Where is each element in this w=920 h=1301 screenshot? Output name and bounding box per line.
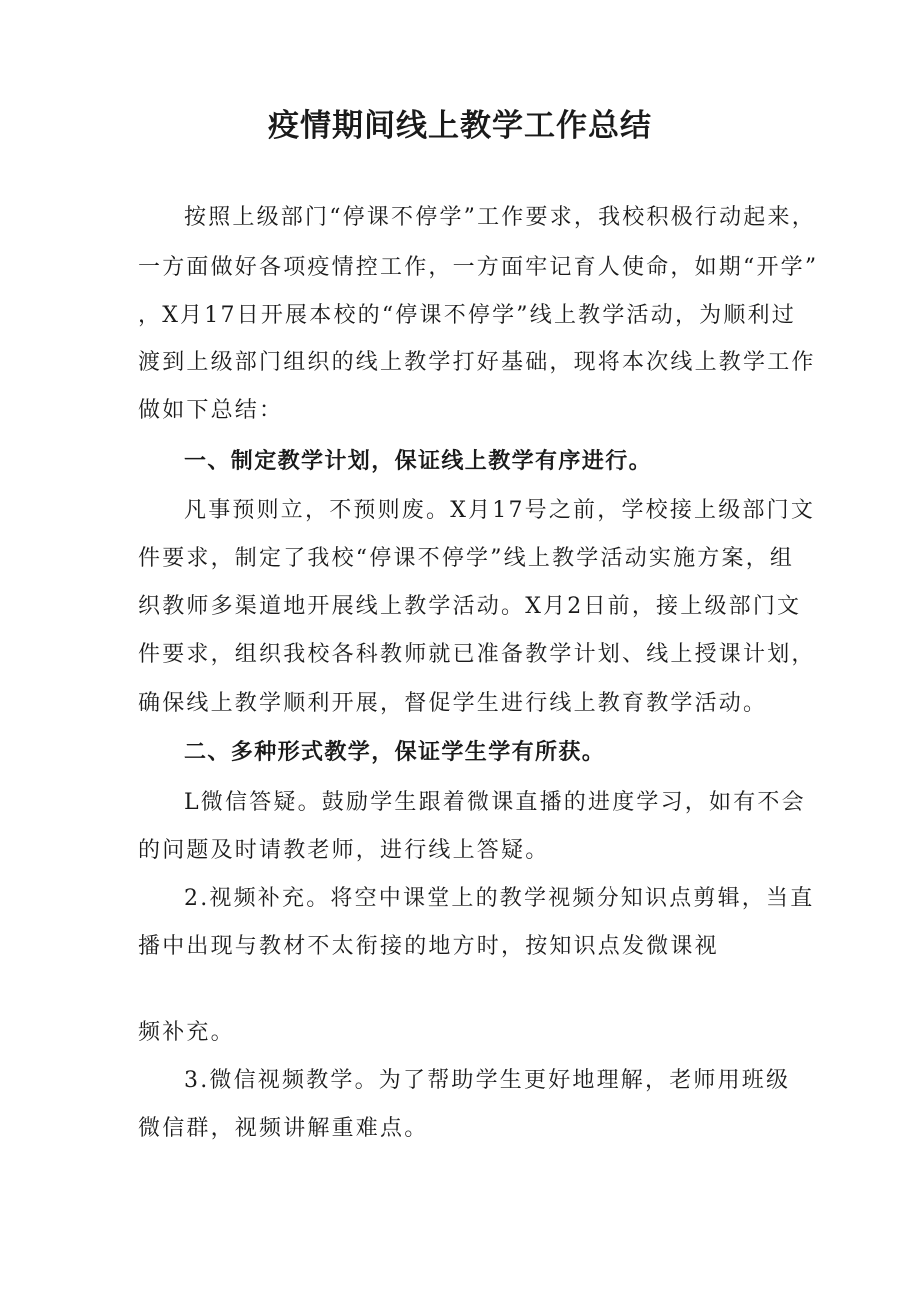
paragraph-line: 渡到上级部门组织的线上教学打好基础，现将本次线上教学工作 bbox=[138, 350, 816, 375]
paragraph-line: 凡事预则立，不预则废。X月17号之前，学校接上级部门文 bbox=[184, 498, 816, 523]
paragraph-line: ，X月17日开展本校的“停课不停学”线上教学活动，为顺利过 bbox=[138, 303, 796, 328]
paragraph-line: 按照上级部门“停课不停学”工作要求，我校积极行动起来， bbox=[184, 205, 816, 230]
list-item-line: 2.视频补充。将空中课堂上的教学视频分知识点剪辑，当直 bbox=[184, 886, 815, 911]
list-item-line: 的问题及时请教老师，进行线上答疑。 bbox=[138, 838, 550, 863]
list-item-line: 微信群，视频讲解重难点。 bbox=[138, 1116, 429, 1141]
section-heading-1: 一、制定教学计划，保证线上教学有序进行。 bbox=[184, 449, 653, 474]
list-item-line: L微信答疑。鼓励学生跟着微课直播的进度学习，如有不会 bbox=[184, 790, 806, 815]
section-heading-2: 二、多种形式教学，保证学生学有所获。 bbox=[184, 740, 606, 765]
list-item-line: 播中出现与教材不太衔接的地方时，按知识点发微课视 bbox=[138, 934, 719, 959]
list-item-line: 频补充。 bbox=[138, 1020, 235, 1045]
paragraph-line: 织教师多渠道地开展线上教学活动。X月2日前，接上级部门文 bbox=[138, 594, 802, 619]
paragraph-line: 确保线上教学顺利开展，督促学生进行线上教育教学活动。 bbox=[138, 691, 768, 716]
paragraph-line: 一方面做好各项疫情控工作，一方面牢记育人使命，如期“开学” bbox=[138, 255, 819, 280]
paragraph-line: 件要求，组织我校各科教师就已准备教学计划、线上授课计划， bbox=[138, 642, 816, 667]
document-title: 疫情期间线上教学工作总结 bbox=[268, 108, 652, 144]
paragraph-line: 件要求，制定了我校“停课不停学”线上教学活动实施方案，组 bbox=[138, 546, 795, 571]
list-item-line: 3.微信视频教学。为了帮助学生更好地理解，老师用班级 bbox=[184, 1068, 791, 1093]
paragraph-line: 做如下总结： bbox=[138, 398, 284, 423]
